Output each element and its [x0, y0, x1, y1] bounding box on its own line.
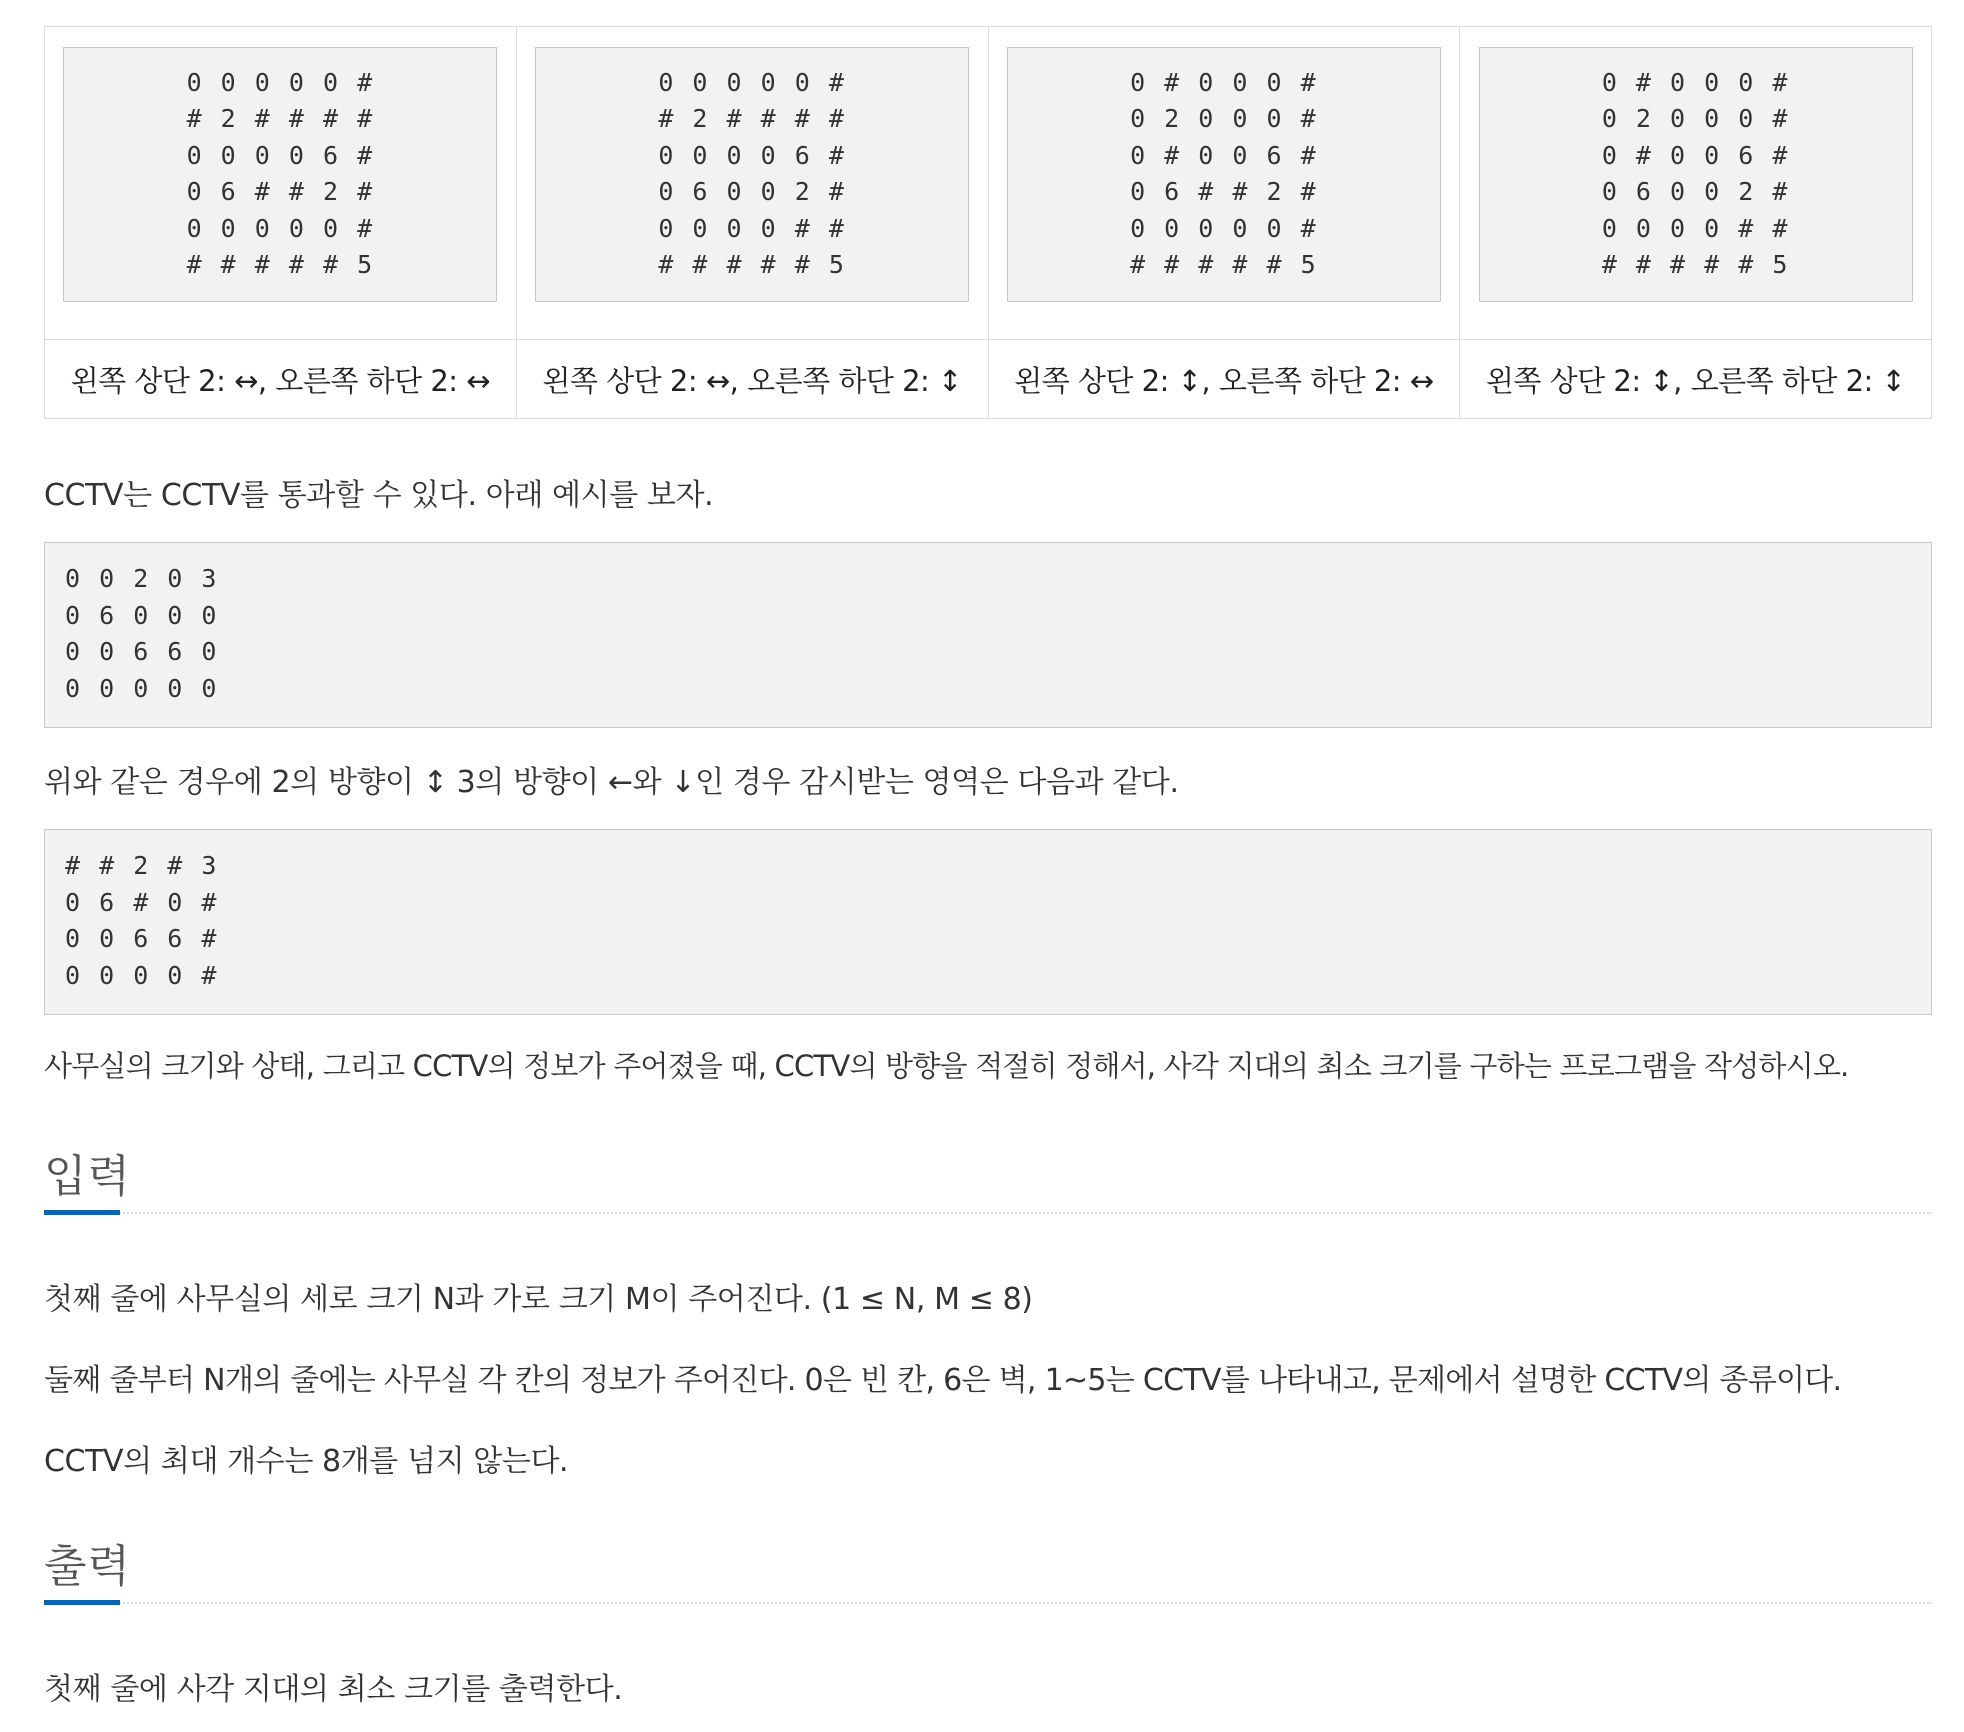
example-caption-4: 왼쪽 상단 2: ↕, 오른쪽 하단 2: ↕ [1460, 340, 1932, 419]
direction-examples-table [44, 26, 1932, 419]
input-section-title: 입력 [44, 1151, 132, 1202]
task-paragraph: 사무실의 크기와 상태, 그리고 CCTV의 정보가 주어졌을 때, CCTV의 방향을 적절히 정해서, 사각 지대의 최소 크기를 구하는 프로그램을 작성하시오. [44, 1049, 1849, 1083]
section-accent-bar [44, 1210, 120, 1215]
grid-line: # # # # # 5 [1130, 250, 1318, 279]
grid-line: 0 2 0 0 0 # [1601, 104, 1790, 133]
grid-row [45, 27, 1932, 340]
input-line-2: 둘째 줄부터 N개의 줄에는 사무실 각 칸의 정보가 주어진다. 0은 빈 칸, 6은 벽, 1~5는 CCTV를 나타내고, 문제에서 설명한 CCTV의 종류이다. [44, 1363, 1842, 1398]
grid-line: 0 6 # # 2 # [186, 177, 375, 206]
code-line: 0 0 0 0 # [65, 960, 219, 990]
grid-line: 0 0 0 0 0 # [186, 213, 375, 243]
grid-line: 0 0 0 0 # # [658, 213, 846, 243]
code-line: 0 0 6 6 # [65, 924, 219, 953]
code-line: # # 2 # 3 [65, 851, 219, 880]
grid-line: 0 0 0 0 # # [1601, 213, 1790, 243]
section-divider [44, 1212, 1932, 1214]
section-divider [44, 1602, 1932, 1604]
caption-row [45, 340, 1932, 419]
code-line: 0 6 0 0 0 [65, 600, 219, 630]
grid-line: # # # # # 5 [186, 250, 375, 279]
example-grid-cell-3 [988, 27, 1460, 340]
grid-line: 0 # 0 0 0 # [1130, 67, 1318, 97]
section-accent-bar [44, 1600, 120, 1605]
output-line-1: 첫째 줄에 사각 지대의 최소 크기를 출력한다. [44, 1672, 623, 1707]
input-line-1: 첫째 줄에 사무실의 세로 크기 N과 가로 크기 M이 주어진다. (1 ≤ N, M ≤ 8) [44, 1282, 1033, 1317]
example-grid-cell-4 [1460, 27, 1932, 340]
grid-line: 0 0 0 0 0 # [1130, 213, 1318, 243]
pass-example-code [44, 542, 1932, 728]
example-grid-2 [535, 47, 969, 302]
grid-line: 0 2 0 0 0 # [1130, 104, 1318, 133]
code-line: 0 0 0 0 0 [65, 673, 219, 703]
grid-line: 0 0 0 0 6 # [186, 140, 375, 170]
grid-line: # # # # # 5 [1601, 250, 1790, 279]
grid-line: 0 0 0 0 6 # [658, 140, 846, 170]
example-caption-2: 왼쪽 상단 2: ↔, 오른쪽 하단 2: ↕ [516, 340, 988, 419]
grid-line: 0 0 0 0 0 # [186, 67, 375, 97]
grid-line: 0 6 # # 2 # [1130, 177, 1318, 206]
example-grid-1 [63, 47, 497, 302]
code-line: 0 6 # 0 # [65, 887, 219, 917]
pass-description-paragraph: 위와 같은 경우에 2의 방향이 ↕ 3의 방향이 ←와 ↓인 경우 감시받는 영역은 다음과 같다. [44, 765, 1179, 800]
grid-line: 0 # 0 0 6 # [1601, 140, 1790, 170]
grid-line: # 2 # # # # [186, 104, 375, 133]
grid-line: 0 6 0 0 2 # [1601, 177, 1790, 206]
cctv-pass-paragraph: CCTV는 CCTV를 통과할 수 있다. 아래 예시를 보자. [44, 478, 714, 513]
example-grid-cell-2 [516, 27, 988, 340]
example-caption-3: 왼쪽 상단 2: ↕, 오른쪽 하단 2: ↔ [988, 340, 1460, 419]
output-section-heading [44, 1530, 1932, 1610]
example-grid-4 [1479, 47, 1913, 302]
grid-line: 0 0 0 0 0 # [658, 67, 846, 97]
grid-line: 0 # 0 0 0 # [1601, 67, 1790, 97]
pass-result-code [44, 829, 1932, 1015]
example-grid-3 [1007, 47, 1441, 302]
output-section-title: 출력 [44, 1541, 132, 1592]
example-grid-cell-1 [45, 27, 517, 340]
grid-line: # 2 # # # # [658, 104, 846, 133]
grid-line: # # # # # 5 [658, 250, 846, 279]
input-line-3: CCTV의 최대 개수는 8개를 넘지 않는다. [44, 1444, 569, 1479]
code-line: 0 0 6 6 0 [65, 637, 219, 666]
grid-line: 0 6 0 0 2 # [658, 177, 846, 206]
code-line: 0 0 2 0 3 [65, 564, 219, 593]
input-section-heading [44, 1140, 1932, 1220]
grid-line: 0 # 0 0 6 # [1130, 140, 1318, 170]
example-caption-1: 왼쪽 상단 2: ↔, 오른쪽 하단 2: ↔ [45, 340, 517, 419]
